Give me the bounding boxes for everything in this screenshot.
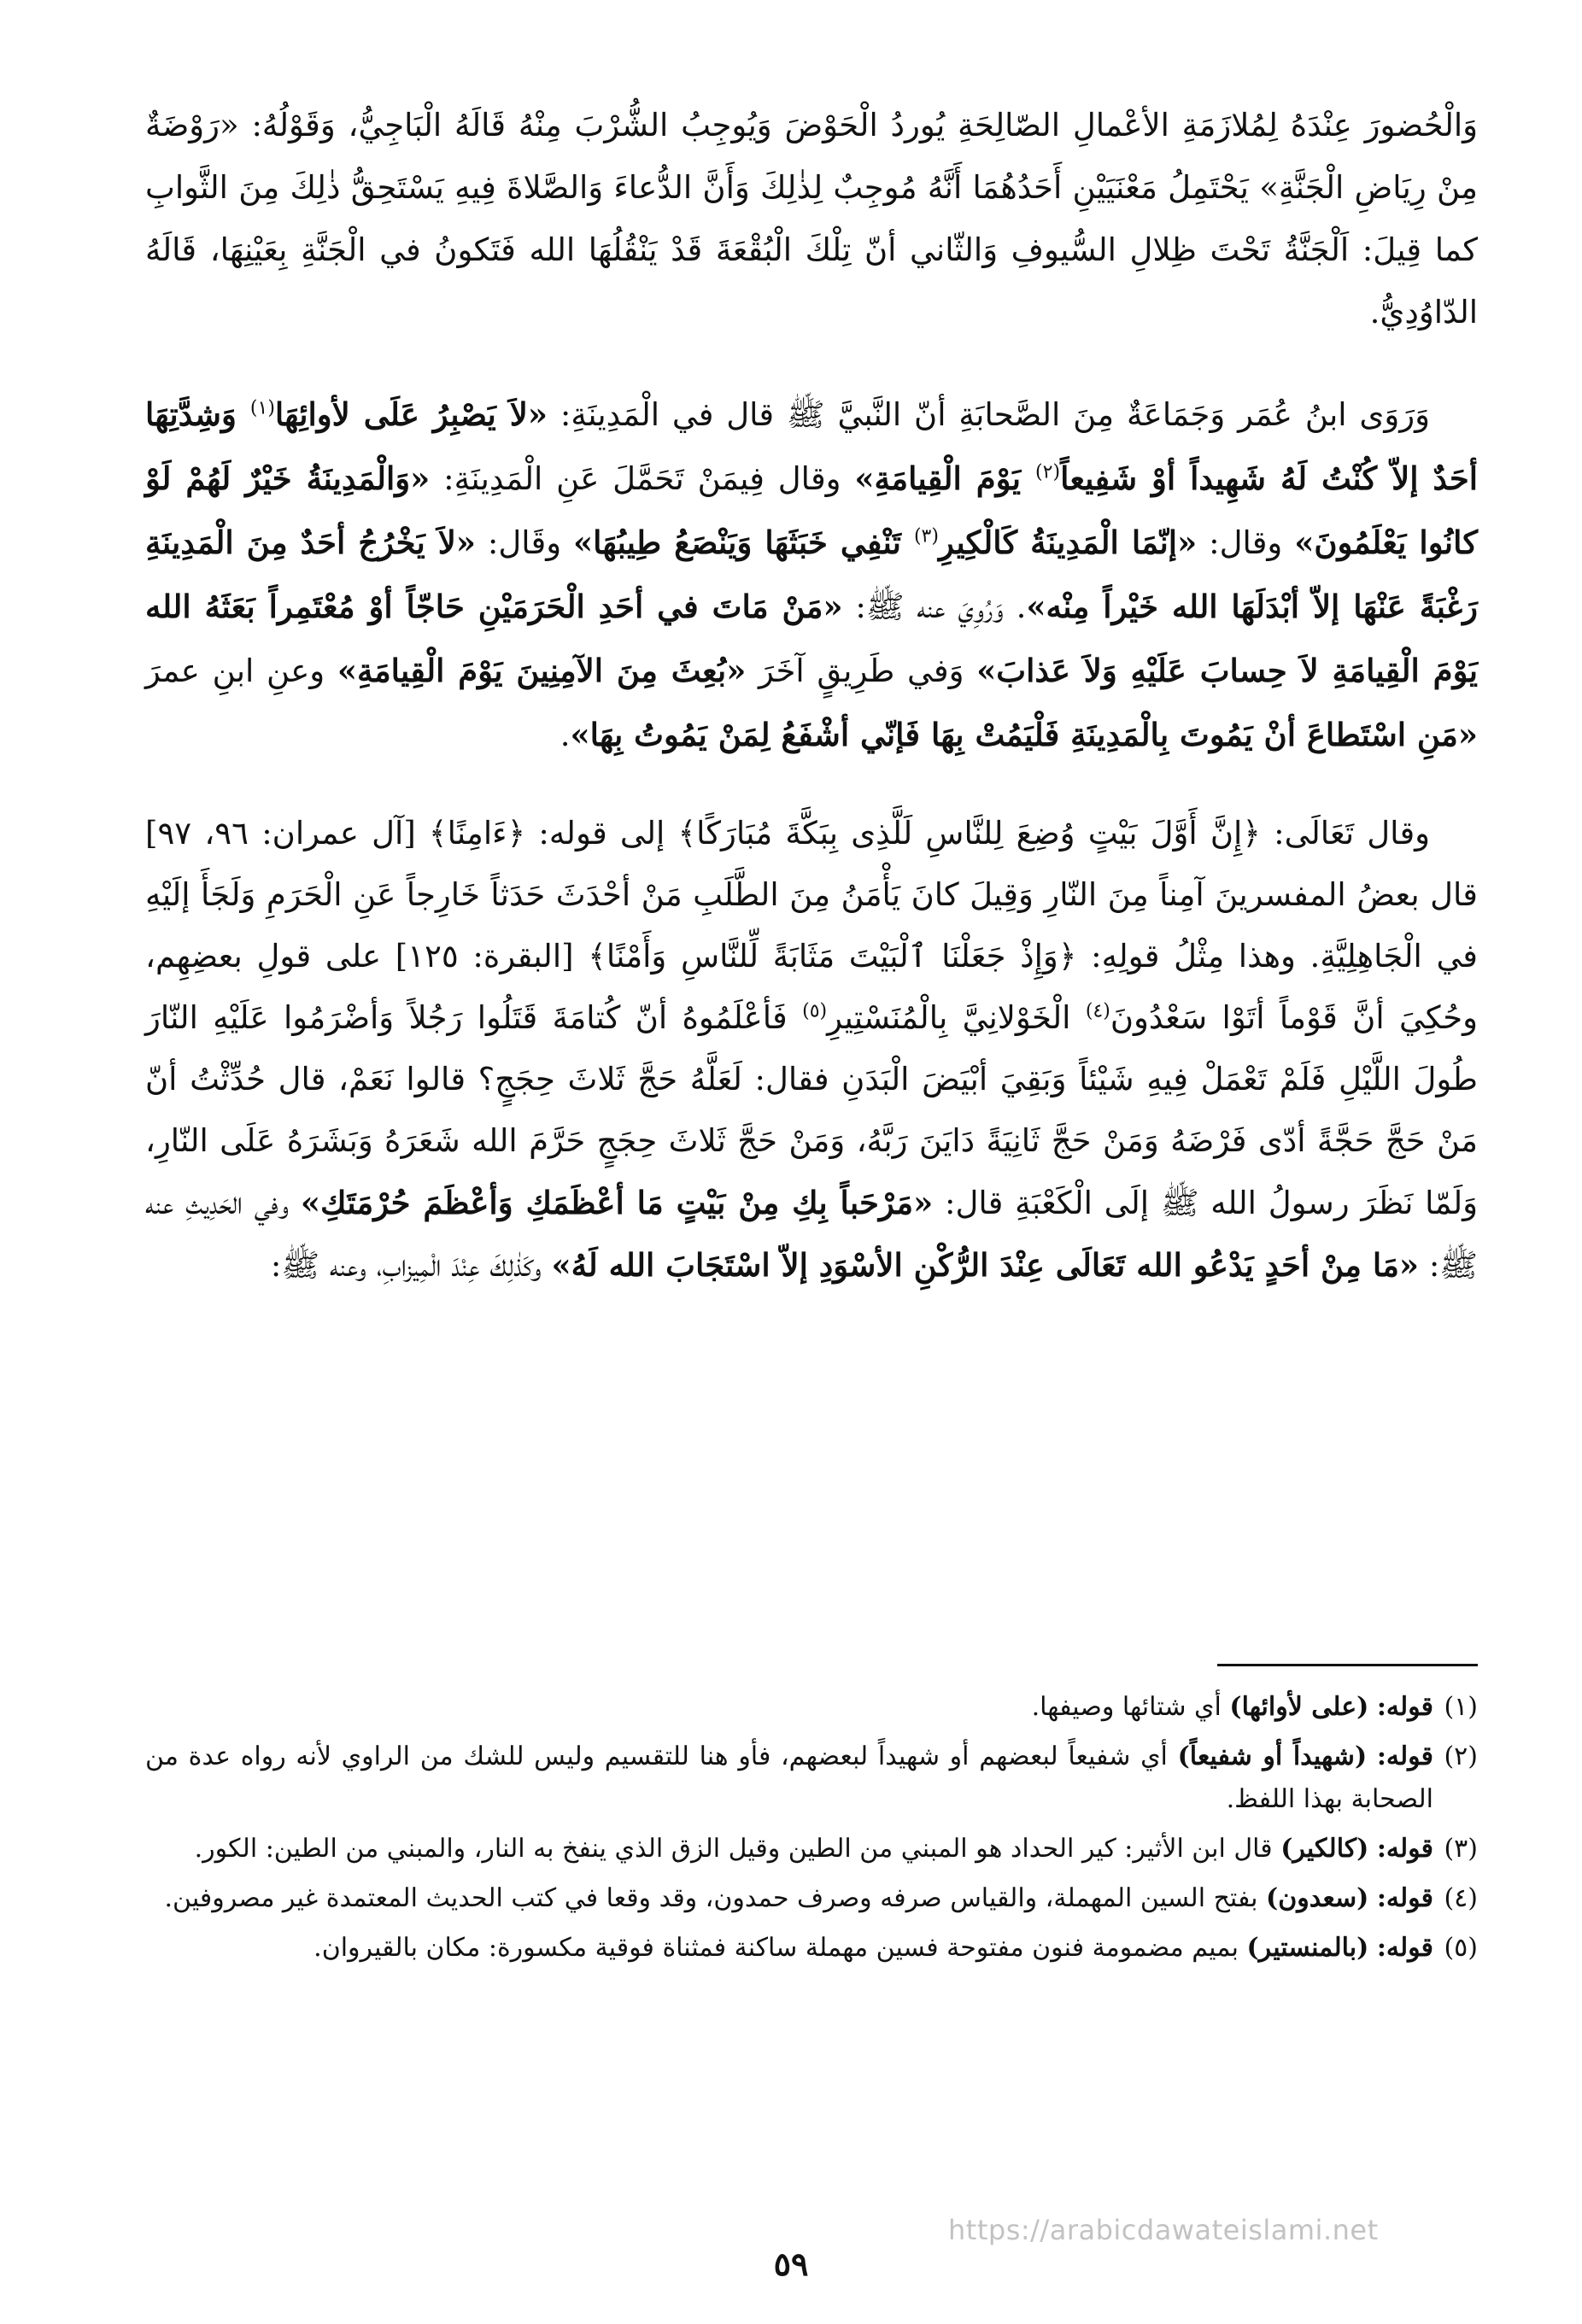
text-segment: وَفي طَرِيقٍ آخَرَ [746, 653, 977, 689]
footnote-ref-5[interactable]: (٥) [802, 1000, 828, 1022]
main-text [145, 94, 1478, 1297]
footnote-body [145, 1736, 1433, 1821]
paragraph-3 [145, 803, 1478, 1297]
text-segment: وفي الحَدِيثِ عنه ﷺ: [145, 1185, 1478, 1284]
footnote-body [145, 1927, 1433, 1970]
hadith-quote: «وَالْمَدِينَةُ خَيْرٌ لَهُمْ لَوْ كانُوا يَعْلَمُونَ» [145, 460, 1478, 561]
footnote-body [145, 1828, 1433, 1870]
footnote-item [145, 1927, 1478, 1970]
footnote-body [145, 1686, 1433, 1729]
hadith-quote: «لاَ يَصْبِرُ عَلَى لأوائِهَا [274, 395, 548, 433]
footnote-item [145, 1686, 1478, 1729]
text-segment: وقال فِيمَنْ تَحَمَّلَ عَنِ الْمَدِينَةِ: [430, 460, 855, 497]
text-segment: وكَذٰلِكَ عِنْدَ الْمِيزابِ، وعنه ﷺ: [270, 1247, 552, 1284]
text-segment: . [560, 717, 571, 753]
footnote-body [145, 1877, 1433, 1920]
hadith-quote: «مَنْ مَاتَ في أحَدِ الْحَرَمَيْنِ حَاجّاً أوْ مُعْتَمِراً بَعَثَهُ الله يَوْمَ الْقِيامَةِ لاَ حِسابَ عَلَيْهِ وَلاَ عَذابَ» [145, 588, 1478, 689]
hadith-quote: «مَنِ اسْتَطاعَ أنْ يَمُوتَ بِالْمَدِينَةِ فَلْيَمُتْ بِهَا فَإنّي أشْفَعُ لِمَنْ يَمُوتُ بِهَا» [570, 716, 1478, 753]
hadith-quote: «لاَ يَخْرُجُ أحَدٌ مِنَ الْمَدِينَةِ رَغْبَةً عَنْهَا إلاّ أبْدَلَهَا الله خَيْراً مِنْه» [145, 524, 1478, 625]
footnote-number: (٥) [1444, 1933, 1478, 1963]
footnote-ref-1[interactable]: (١) [249, 397, 275, 419]
footnote-item [145, 1828, 1478, 1870]
footnote-divider [1217, 1664, 1478, 1666]
text-segment: وقال: [1197, 524, 1295, 561]
footnote-item [145, 1736, 1478, 1821]
footnote-term: (سعدون) [1266, 1883, 1369, 1913]
text-segment: وعنِ ابنِ عمرَ [145, 653, 337, 689]
paragraph-1: وَالْحُضورَ عِنْدَهُ لِمُلازَمَةِ الأعْمالِ الصّالِحَةِ يُوردُ الْحَوْضَ وَيُوجِبُ الشُّرْبَ مِنْهُ قَالَهُ الْبَاجِيُّ، وَقَوْلُهُ: «رَوْضَةٌ مِنْ رِيَاضِ الْجَنَّةِ» يَحْتَمِلُ مَعْنَيَيْنِ أَحَدُهُمَا أَنَّهُ مُوجِبٌ لِذٰلِكَ وَأَنَّ الدُّعاءَ وَالصَّلاةَ فِيهِ يَسْتَحِقُّ ذٰلِكَ مِنَ الثَّوابِ كما قِيلَ: اَلْجَنَّةُ تَحْتَ ظِلالِ السُّيوفِ وَالثّاني أنّ تِلْكَ الْبُقْعَةَ قَدْ يَنْقُلُهَا الله فَتَكونُ في الْجَنَّةِ بِعَيْنِهَا، قَالَهُ الدّاوُدِيُّ. [145, 107, 1478, 331]
footnote-label: قوله: [1376, 1883, 1433, 1913]
footnote-text: أي شتائها وصيفها. [1031, 1692, 1230, 1722]
footnote-term: (بالمنستير) [1246, 1933, 1369, 1963]
footnotes [145, 1686, 1478, 1976]
hadith-quote: «مَا مِنْ أحَدٍ يَدْعُو الله تَعَالَى عِنْدَ الرُّكْنِ الأسْوَدِ إلاّ اسْتَجَابَ الله لَهُ» [551, 1246, 1420, 1284]
footnote-ref-3[interactable]: (٣) [913, 525, 939, 547]
footnote-label: قوله: [1376, 1933, 1433, 1963]
footnote-item [145, 1877, 1478, 1920]
text-segment: . وَرُوِيَ عنه ﷺ: [842, 588, 1027, 625]
footnote-text: بفتح السين المهملة، والقياس صرفه وصرف حمدون، وقد وقعا في كتب الحديث المعتمدة غير مصروفين. [164, 1883, 1267, 1913]
footnote-term: (على لأوائها) [1229, 1692, 1369, 1722]
hadith-quote: تَنْفِي خَبَثَهَا وَيَنْصَعُ طِيبُهَا» [572, 524, 914, 561]
footnote-label: قوله: [1376, 1742, 1433, 1771]
footnote-term: (شهيداً أو شفيعاً) [1177, 1742, 1368, 1771]
hadith-quote: «بُعِثَ مِنَ الآمِنِينَ يَوْمَ الْقِيامَةِ» [337, 652, 747, 689]
footnote-text: أي شفيعاً لبعضهم أو شهيداً لبعضهم، فأو هنا للتقسيم وليس للشك من الراوي لأنه رواه عدة من الصحابة بهذا اللفظ. [145, 1742, 1433, 1814]
hadith-quote: «إنّمَا الْمَدِينَةُ كَالْكِيرِ [938, 524, 1198, 561]
hadith-quote: يَوْمَ الْقِيامَةِ» [854, 460, 1036, 497]
footnote-ref-2[interactable]: (٢) [1035, 461, 1061, 483]
footnote-ref-4[interactable]: (٤) [1085, 1000, 1110, 1022]
footnote-number: (٢) [1444, 1742, 1478, 1771]
footnote-text: بميم مضمومة فنون مفتوحة فسين مهملة ساكنة فمثناة فوقية مكسورة: مكان بالقيروان. [313, 1933, 1247, 1963]
footnote-number: (١) [1444, 1692, 1478, 1722]
text-segment: وقال تَعَالَى: ﴿إِنَّ أَوَّلَ بَيْتٍ وُضِعَ لِلنَّاسِ لَلَّذِى بِبَكَّةَ مُبَارَكًا﴾ إلى قوله: ﴿ءَامِنًا﴾ [آل عمران: ٩٦، ٩٧] قال بعضُ المفسرينَ آمِناً مِنَ النّارِ وَقِيلَ كانَ يَأْمَنُ مِنَ الطَّلَبِ مَنْ أحْدَثَ حَدَثاً خَارِجاً عَنِ الْحَرَمِ وَلَجَأَ إلَيْهِ في الْجَاهِلِيَّةِ. وهذا مِثْلُ قولِهِ: ﴿وَإِذْ جَعَلْنَا ٱلْبَيْتَ مَثَابَةً لِّلنَّاسِ وَأَمْنًا﴾ [البقرة: ١٢٥] على قولِ بعضِهِم، وحُكِيَ أنَّ قَوْماً أتَوْا سَعْدُونَ [145, 815, 1479, 1036]
text-segment: الْخَوْلانِيَّ بِالْمُنَسْتِيرِ [827, 999, 1086, 1036]
footnote-number: (٣) [1444, 1834, 1478, 1864]
text-segment: وَرَوَى ابنُ عُمَر وَجَمَاعَةٌ مِنَ الصَّحابَةِ أنّ النَّبيَّ ﷺ قال في الْمَدِينَةِ: [548, 396, 1430, 433]
footnote-text: قال ابن الأثير: كير الحداد هو المبني من الطين وقيل الزق الذي ينفخ به النار، والمبني من الطين: الكور. [194, 1834, 1281, 1864]
text-segment: وقَال: [476, 524, 573, 561]
paragraph-2 [145, 383, 1478, 767]
page-number: ٥٩ [773, 2245, 809, 2283]
footnote-label: قوله: [1376, 1834, 1433, 1864]
text-segment: فَأعْلَمُوهُ أنّ كُتامَةَ قَتَلُوا رَجُلاً وَأضْرَمُوا عَلَيْهِ النّارَ طُولَ اللَّيْلِ فَلَمْ تَعْمَلْ فِيهِ شَيْئاً وَبَقِيَ أبْيَضَ الْبَدَنِ فقال: لَعَلَّهُ حَجَّ ثَلاثَ حِجَجٍ؟ قالوا نَعَمْ، قال حُدِّثْتُ أنّ مَنْ حَجَّ حَجَّةً أدّى فَرْضَهُ وَمَنْ حَجَّ ثَانِيَةً دَايَنَ رَبَّهُ، وَمَنْ حَجَّ ثَلاثَ حِجَجٍ حَرَّمَ الله شَعَرَهُ وَبَشَرَهُ عَلَى النّارِ، وَلَمّا نَظَرَ رسولُ الله ﷺ إلَى الْكَعْبَةِ قال: [145, 999, 1478, 1221]
hadith-quote: «مَرْحَباً بِكِ مِنْ بَيْتٍ مَا أعْظَمَكِ وَأعْظَمَ حُرْمَتَكِ» [300, 1184, 934, 1221]
footnote-number: (٤) [1444, 1883, 1478, 1913]
watermark-url: https://arabicdawateislami.net [948, 2214, 1379, 2246]
footnote-label: قوله: [1376, 1692, 1433, 1722]
hadith-quote: وَشِدَّتِهَا أحَدٌ إلاّ كُنْتُ لَهُ شَهِيداً أوْ شَفِيعاً [145, 395, 1478, 497]
footnote-term: (كالكير) [1280, 1834, 1369, 1864]
